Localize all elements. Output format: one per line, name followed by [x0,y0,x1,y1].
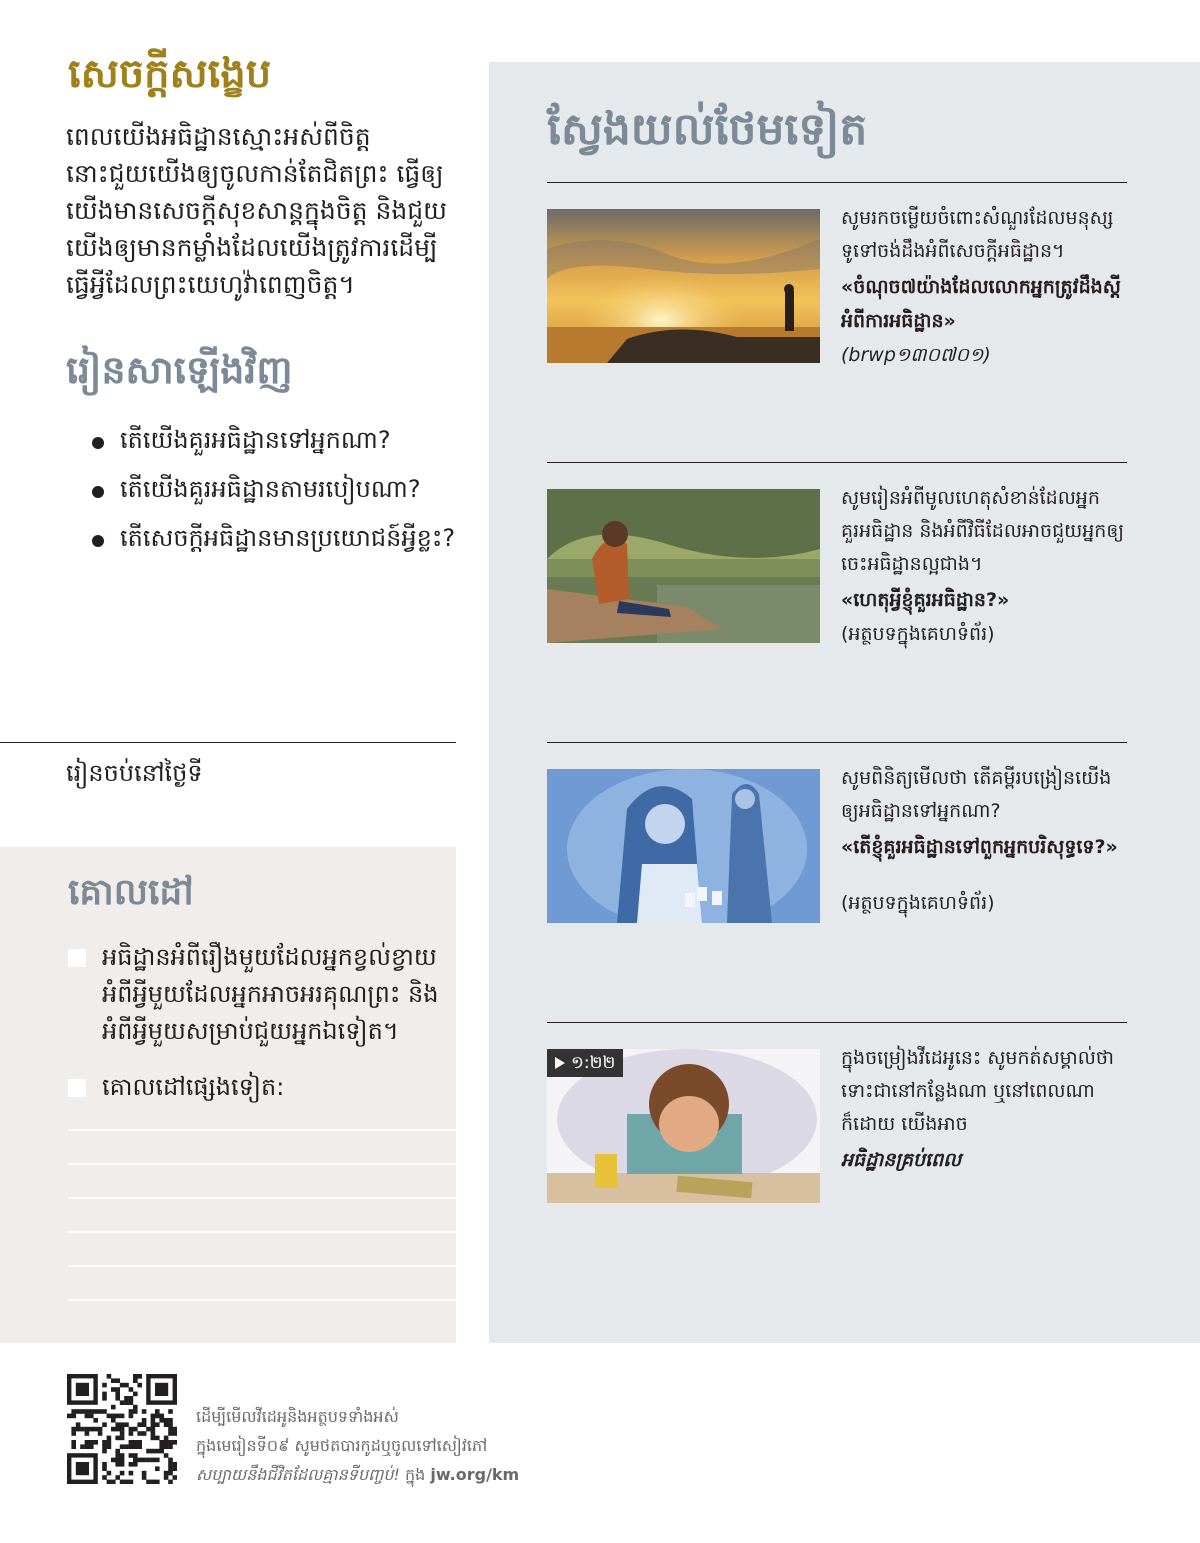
card-link[interactable]: «ចំណុច៧យ៉ាងដែលលោកអ្នកត្រូវដឹងស្ដីអំពីការអធិដ្ឋាន» [841,276,1121,332]
goal-writing-line[interactable] [68,1197,456,1199]
goal-title: គោលដៅ [68,872,194,913]
book-title: សប្បាយនឹងជីវិតដែលគ្មានទីបញ្ចប់! [196,1465,400,1484]
completed-date-label: រៀនចប់នៅថ្ងៃទី [66,759,203,787]
video-duration-badge: ១:២២ [547,1049,623,1077]
card-video-thumbnail[interactable] [547,1049,820,1203]
card-link[interactable]: «តើខ្ញុំគួរអធិដ្ឋានទៅពួកអ្នកបរិសុទ្ធទេ?» [841,836,1118,858]
card-link[interactable]: «ហេតុអ្វីខ្ញុំគួរអធិដ្ឋាន?» [841,589,1010,611]
card-link[interactable]: អធិដ្ឋានគ្រប់ពេល [841,1149,962,1171]
footer-line: ដើម្បីមើលវីដេអូនិងអត្ថបទទាំងអស់ [196,1407,399,1426]
card-image-woman-lake[interactable] [547,489,820,643]
goal-text: អធិដ្ឋានអំពីរឿងមួយដែលអ្នកខ្វល់ខ្វាយ អំពីអ្វីមួយដែលអ្នកអាចអរគុណព្រះ និងអំពីអ្វីមួយសម្រាប់ជួយអ្នកឯទៀត។ [102,943,439,1045]
goal-writing-line[interactable] [68,1231,456,1233]
divider [547,742,1127,743]
play-icon [555,1057,565,1069]
bullet-icon [92,486,104,498]
qr-code[interactable] [67,1374,177,1484]
goal-writing-line[interactable] [68,1163,456,1165]
review-item: តើយើងគួរអធិដ្ឋានតាមរបៀបណា? [92,467,455,516]
card-source: (អត្ថបទក្នុងគេហទំព័រ) [841,892,995,914]
summary-title: សេចក្ដីសង្ខេប [68,51,272,97]
card-text [841,202,1131,370]
goal-item [68,939,452,1050]
divider [547,462,1127,463]
goal-box [0,847,456,1343]
card-text [841,762,1131,918]
goal-writing-line[interactable] [68,1129,456,1131]
card-description: សូមពិនិត្យមើលថា តើគម្ពីរបង្រៀនយើងឲ្យអធិដ្ឋានទៅអ្នកណា? [841,767,1112,822]
card-description: សូមរៀនអំពីមូលហេតុសំខាន់ដែលអ្នកគួរអធិដ្ឋាន និងអំពីវិធីដែលអាចជួយអ្នកឲ្យចេះអធិដ្ឋានល្អជាង។ [841,487,1125,575]
goal-checkbox[interactable] [68,949,86,967]
goal-checkbox[interactable] [68,1079,86,1097]
footer-line: ក្នុងមេរៀនទី០៩ សូមថតបារកូដឬចូលទៅសៀវភៅ [196,1436,488,1455]
card-source: (អត្ថបទក្នុងគេហទំព័រ) [841,623,995,645]
card-text [841,482,1131,649]
explore-panel [489,62,1200,1343]
goal-item [68,1069,452,1106]
goal-writing-line[interactable] [68,1299,456,1301]
review-item: តើយើងគួរអធិដ្ឋានទៅអ្នកណា? [92,418,455,467]
bullet-icon [92,437,104,449]
divider [0,742,456,743]
footer-line: សប្បាយនឹងជីវិតដែលគ្មានទីបញ្ចប់! ក្នុង jw.org/km [196,1465,520,1484]
review-list [92,418,455,565]
goal-text: គោលដៅផ្សេងទៀត: [102,1073,285,1101]
footer-text [196,1402,616,1489]
card-description: ក្នុងចម្រៀងវីដេអូនេះ សូមកត់សម្គាល់ថា ទោះជានៅកន្លែងណា ឬនៅពេលណាក៏ដោយ យើងអាច [841,1047,1114,1135]
footer-url[interactable]: jw.org/km [430,1465,520,1484]
review-title: រៀនសាឡើងវិញ [66,348,293,392]
card-image-sunset[interactable] [547,209,820,363]
card-text [841,1042,1131,1177]
goal-writing-line[interactable] [68,1265,456,1267]
divider [547,1022,1127,1023]
card-image-praying-statue[interactable] [547,769,820,923]
left-column [0,0,456,1343]
explore-title: ស្វែងយល់ថែមទៀត [547,104,868,155]
review-item: តើសេចក្ដីអធិដ្ឋានមានប្រយោជន៍អ្វីខ្លះ? [92,516,455,565]
card-description: សូមរកចម្លើយចំពោះសំណួរដែលមនុស្សទូទៅចង់ដឹងអំពីសេចក្ដីអធិដ្ឋាន។ [841,207,1114,262]
bullet-icon [92,535,104,547]
divider [547,182,1127,183]
card-source: (brwp១៣០៧០១) [841,344,991,366]
summary-text: ពេលយើងអធិដ្ឋានស្មោះអស់ពីចិត្ត នោះជួយយើងឲ្យចូលកាន់តែជិតព្រះ ធ្វើឲ្យយើងមានសេចក្ដីសុខសាន្តក្នុងចិត្ត និងជួយយើងឲ្យមានកម្លាំងដែលយើងត្រូវការដើម្បីធ្វើអ្វីដែលព្រះយេហូវ៉ាពេញចិត្ត។ [66,122,447,299]
